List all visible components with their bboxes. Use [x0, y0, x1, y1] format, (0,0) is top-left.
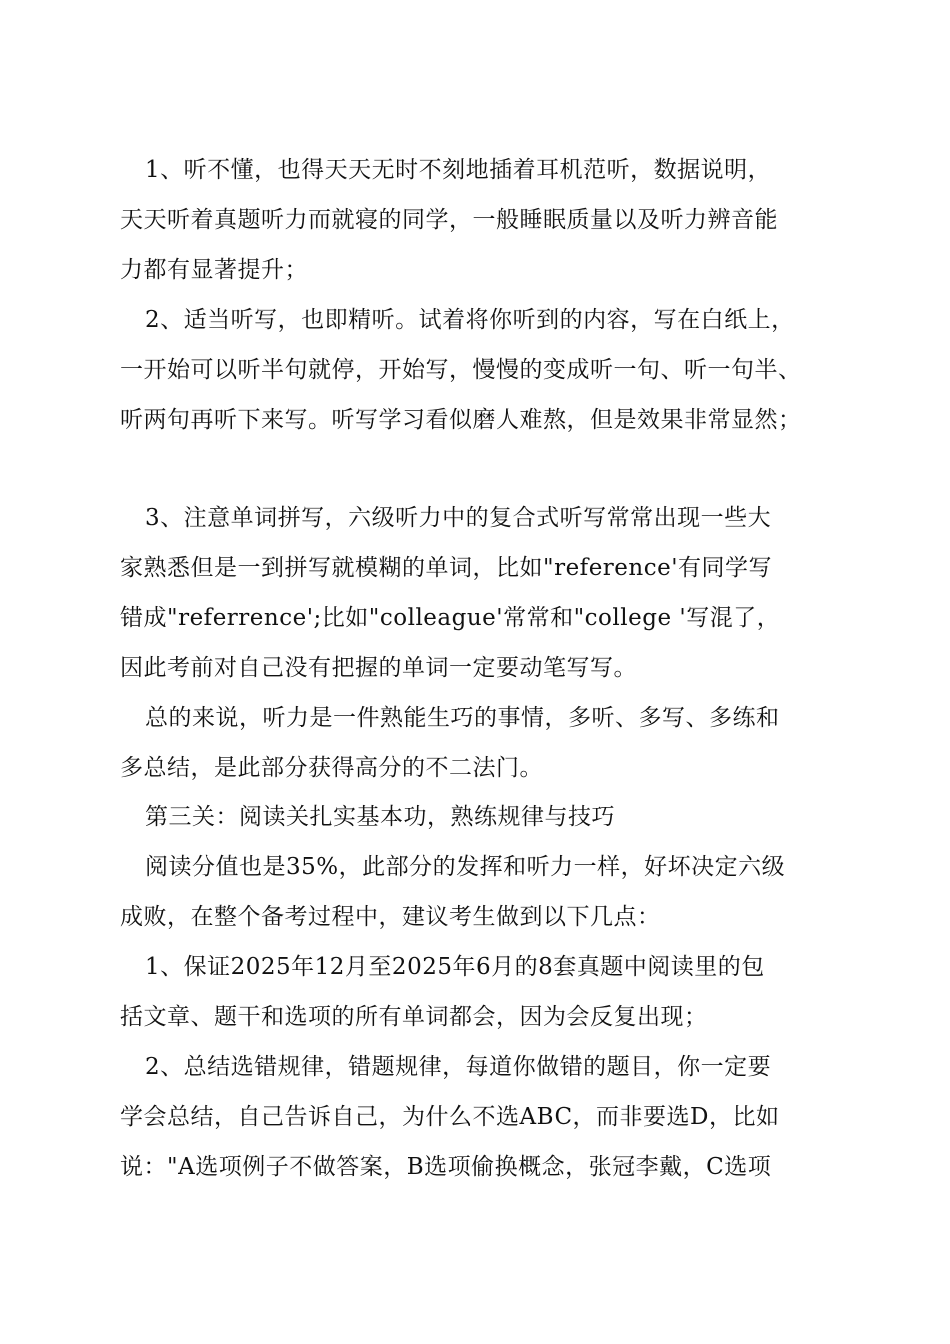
text-line: 总的来说，听力是一件熟能生巧的事情，多听、多写、多练和: [145, 705, 780, 731]
text-line: 多总结，是此部分获得高分的不二法门。: [120, 755, 543, 781]
text-line: 1、听不懂，也得天天无时不刻地插着耳机范听，数据说明，: [145, 157, 772, 183]
text-line: 成败，在整个备考过程中，建议考生做到以下几点：: [120, 904, 661, 930]
text-line: 说："A选项例子不做答案，B选项偷换概念，张冠李戴，C选项: [120, 1154, 772, 1180]
text-line: 因此考前对自己没有把握的单词一定要动笔写写。: [120, 655, 637, 681]
text-line: 2、总结选错规律，错题规律，每道你做错的题目，你一定要: [145, 1054, 772, 1080]
text-line: 一开始可以听半句就停，开始写，慢慢的变成听一句、听一句半、: [120, 357, 802, 383]
text-line: 1、保证2025年12月至2025年6月的8套真题中阅读里的包: [145, 954, 765, 980]
text-line: 学会总结，自己告诉自己，为什么不选ABC，而非要选D，比如: [120, 1104, 780, 1130]
text-line: 2、适当听写，也即精听。试着将你听到的内容，写在白纸上，: [145, 307, 795, 333]
text-line: 括文章、题干和选项的所有单词都会，因为会反复出现；: [120, 1004, 708, 1030]
text-line: 错成"referrence';比如"colleague'常常和"college '写混了，: [120, 605, 781, 631]
text-line: 听两句再听下来写。听写学习看似磨人难熬，但是效果非常显然；: [120, 407, 802, 433]
text-line: 阅读分值也是35%，此部分的发挥和听力一样，好坏决定六级: [145, 854, 786, 880]
text-line: 家熟悉但是一到拼写就模糊的单词，比如"reference'有同学写: [120, 555, 773, 581]
text-line: 天天听着真题听力而就寝的同学，一般睡眠质量以及听力辨音能: [120, 207, 778, 233]
text-line: 力都有显著提升；: [120, 257, 308, 283]
text-line: 3、注意单词拼写，六级听力中的复合式听写常常出现一些大: [145, 505, 772, 531]
section-heading: 第三关：阅读关扎实基本功，熟练规律与技巧: [145, 804, 615, 830]
